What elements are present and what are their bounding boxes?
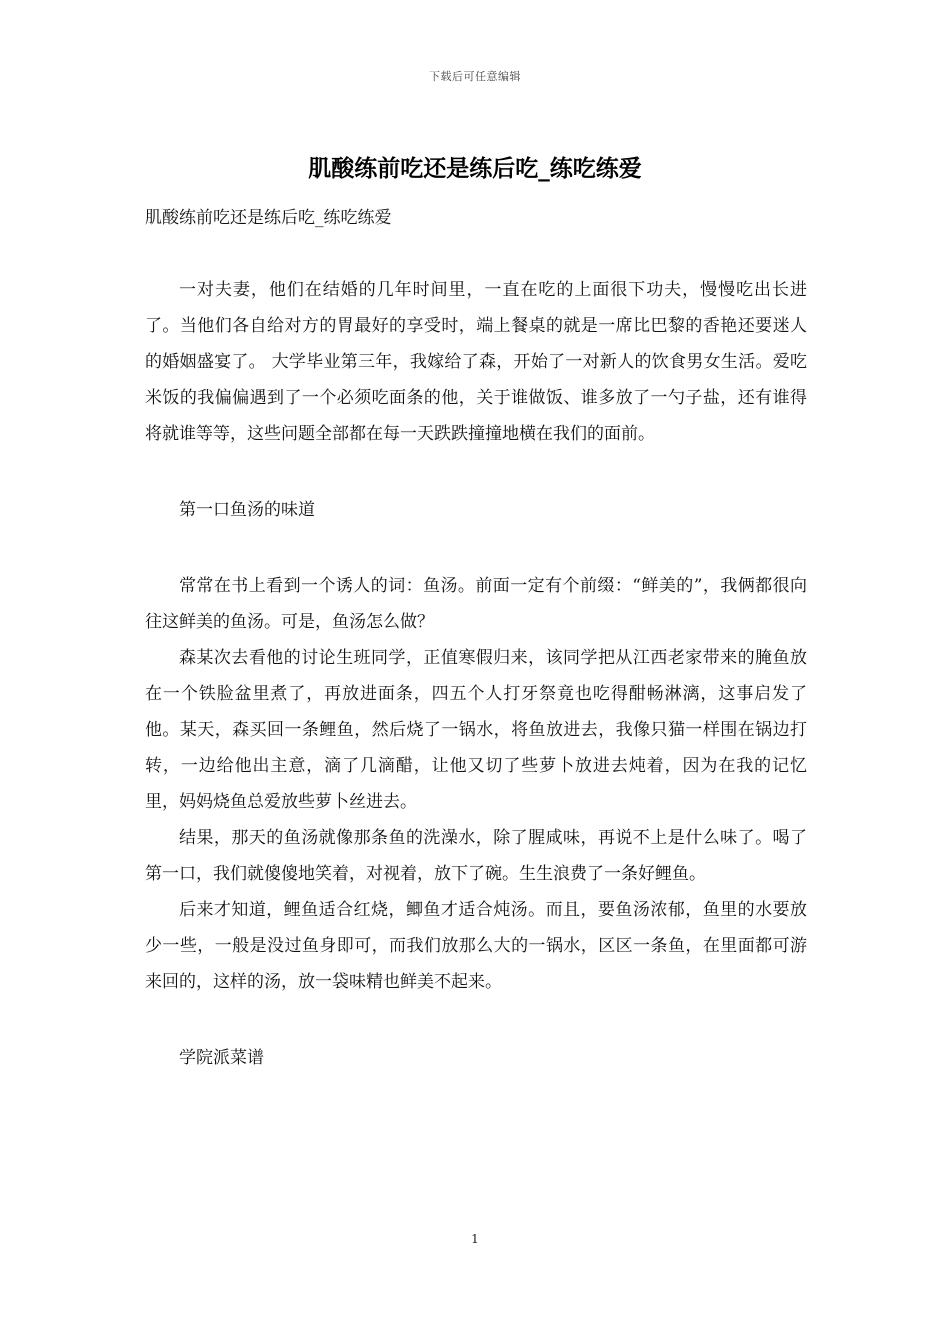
paragraph: 后来才知道，鲤鱼适合红烧，鲫鱼才适合炖汤。而且，要鱼汤浓郁，鱼里的水要放少一些，一般是没过鱼身即可，而我们放那么大的一锅水，区区一条鱼，在里面都可游来回的，这样的汤，放一袋味精也鲜美不起来。 [145,900,807,992]
spacer [145,1000,807,1040]
intro-paragraph: 一对夫妻，他们在结婚的几年时间里，一直在吃的上面很下功夫，慢慢吃出长进了。当他们各自给对方的胃最好的享受时，端上餐桌的就是一席比巴黎的香艳还要迷人的婚姻盛宴了。 大学毕业第三年，我嫁给了森，开始了一对新人的饮食男女生活。爱吃米饭的我偏偏遇到了一个必须吃面条的他，关于谁做饭、谁多放了一勺子盐，还有谁得将就谁等等，这些问题全部都在每一天跌跌撞撞地横在我们的面前。 [145,280,807,444]
section-heading-recipes: 学院派菜谱 [179,1048,264,1068]
header-note: 下载后可任意编辑 [429,70,521,83]
document-subtitle: 肌酸练前吃还是练后吃_练吃练爱 [145,208,392,228]
document-title: 肌酸练前吃还是练后吃_练吃练爱 [308,155,642,182]
spacer [145,452,807,492]
spacer [145,528,807,568]
paragraph: 常常在书上看到一个诱人的词：鱼汤。前面一定有个前缀：“鲜美的”，我俩都很向往这鲜美的鱼汤。可是，鱼汤怎么做？ [145,576,807,632]
document-body [145,200,807,1076]
paragraph: 结果，那天的鱼汤就像那条鱼的洗澡水，除了腥咸味，再说不上是什么味了。喝了第一口，我们就傻傻地笑着，对视着，放下了碗。生生浪费了一条好鲤鱼。 [145,828,807,884]
section-heading-fish-soup: 第一口鱼汤的味道 [179,500,315,520]
paragraph: 森某次去看他的讨论生班同学，正值寒假归来，该同学把从江西老家带来的腌鱼放在一个铁脸盆里煮了，再放进面条，四五个人打牙祭竟也吃得酣畅淋漓，这事启发了他。某天，森买回一条鲤鱼，然后烧了一锅水，将鱼放进去，我像只猫一样围在锅边打转，一边给他出主意，滴了几滴醋，让他又切了些萝卜放进去炖着，因为在我的记忆里，妈妈烧鱼总爱放些萝卜丝进去。 [145,648,807,812]
page-number: 1 [471,1232,479,1246]
spacer [145,236,807,272]
